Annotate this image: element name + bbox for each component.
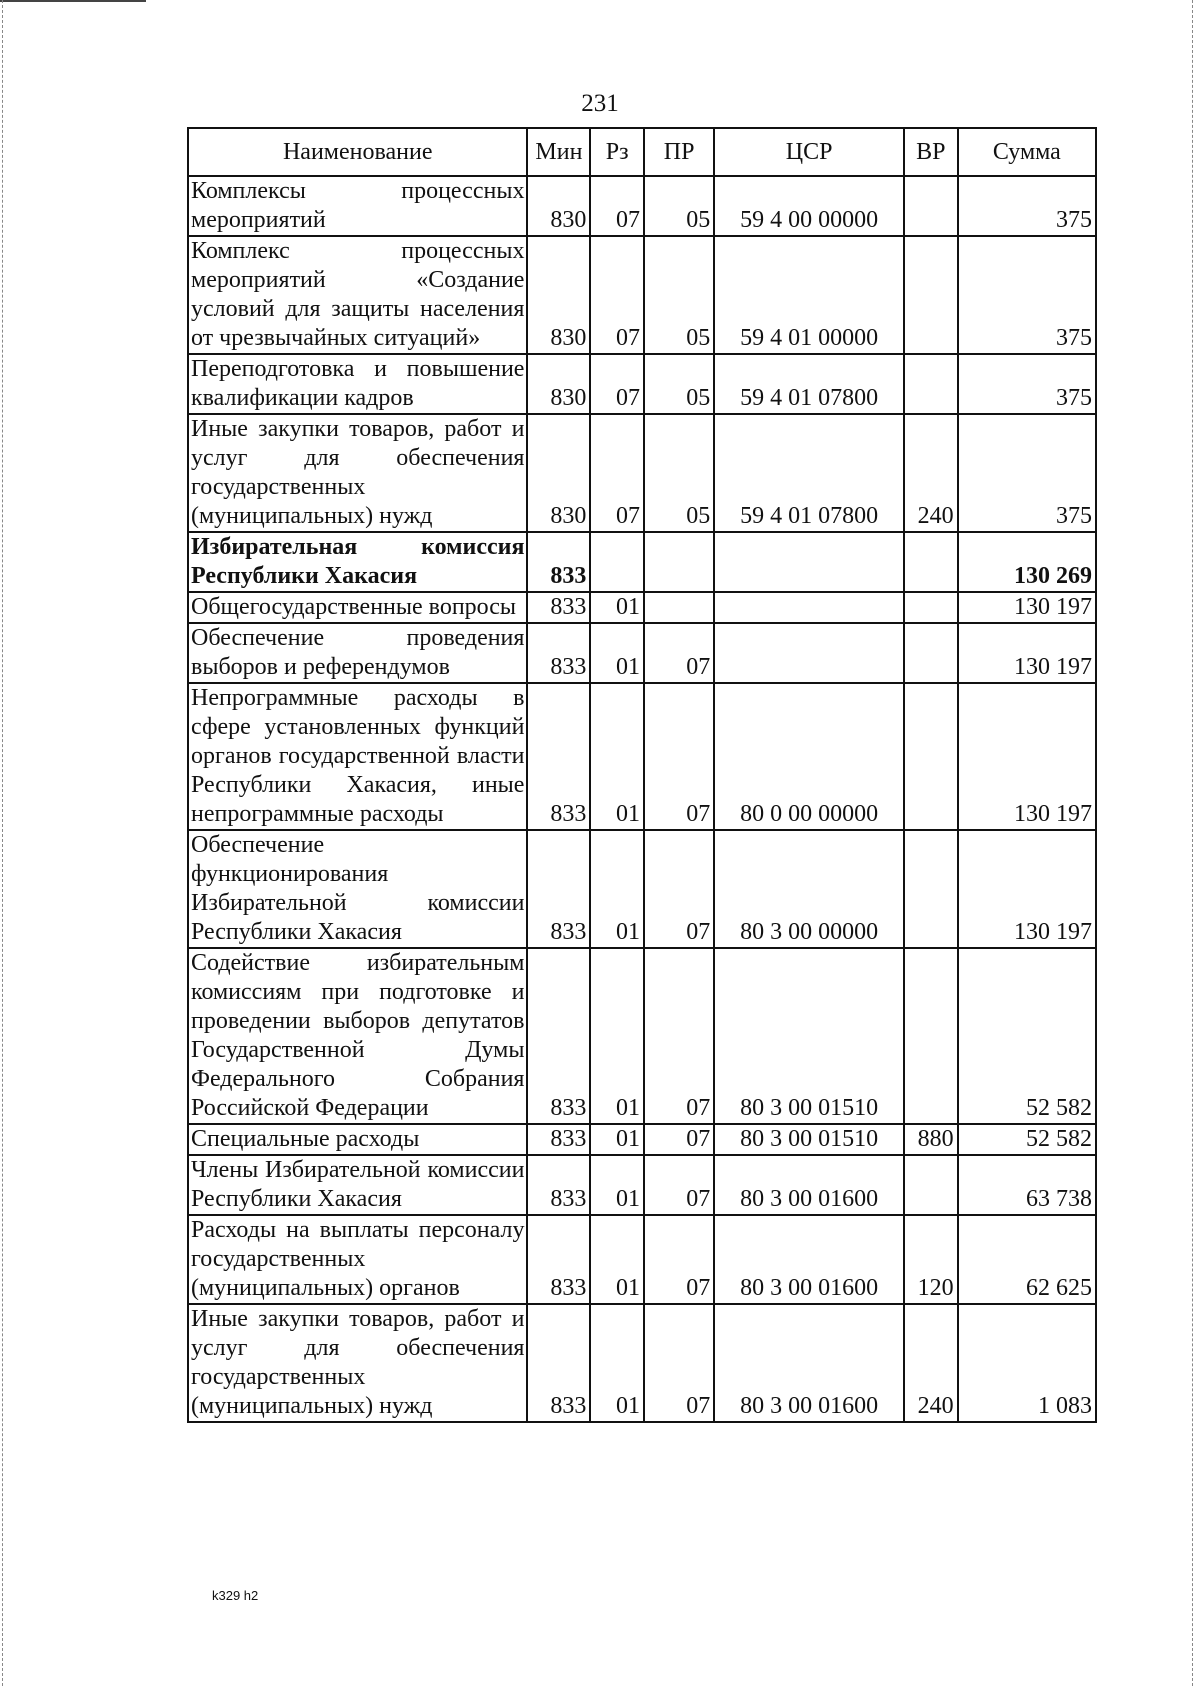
table-row [188, 236, 1096, 354]
cell-name: Расходы на выплаты персоналу государственных (муниципальных) органов [188, 1215, 527, 1304]
table-header-row [188, 128, 1096, 176]
cell-rz: 07 [590, 176, 644, 236]
cell-pr: 07 [644, 683, 714, 830]
cell-min: 833 [527, 1124, 590, 1155]
cell-pr [644, 532, 714, 592]
cell-rz: 01 [590, 623, 644, 683]
footer-code: k329 h2 [212, 1588, 259, 1603]
cell-csr: 59 4 00 00000 [714, 176, 904, 236]
cell-sum: 130 197 [958, 683, 1096, 830]
cell-name: Содействие избирательным комиссиям при подготовке и проведении выборов депутатов Государственной Думы Федерального Собрания Российской Федерации [188, 948, 527, 1124]
cell-pr: 07 [644, 1155, 714, 1215]
cell-name: Иные закупки товаров, работ и услуг для обеспечения государственных (муниципальных) нужд [188, 1304, 527, 1422]
header-min: Мин [527, 128, 590, 176]
cell-rz: 01 [590, 592, 644, 623]
cell-csr: 59 4 01 07800 [714, 354, 904, 414]
cell-vr [904, 236, 958, 354]
cell-rz: 01 [590, 948, 644, 1124]
table-row [188, 683, 1096, 830]
header-rz: Рз [590, 128, 644, 176]
cell-sum: 130 197 [958, 830, 1096, 948]
cell-sum: 52 582 [958, 948, 1096, 1124]
cell-csr: 80 0 00 00000 [714, 683, 904, 830]
table-row [188, 592, 1096, 623]
cell-sum: 130 197 [958, 592, 1096, 623]
cell-vr [904, 683, 958, 830]
cell-pr: 07 [644, 623, 714, 683]
cell-name: Комплекс процессных мероприятий «Создание условий для защиты населения от чрезвычайных ситуаций» [188, 236, 527, 354]
cell-sum: 62 625 [958, 1215, 1096, 1304]
cell-sum: 375 [958, 414, 1096, 532]
cell-min: 833 [527, 532, 590, 592]
cell-vr: 120 [904, 1215, 958, 1304]
cell-csr: 59 4 01 00000 [714, 236, 904, 354]
table-row [188, 948, 1096, 1124]
cell-rz: 01 [590, 1215, 644, 1304]
cell-rz: 01 [590, 683, 644, 830]
cell-min: 833 [527, 683, 590, 830]
cell-name: Члены Избирательной комиссии Республики Хакасия [188, 1155, 527, 1215]
cell-csr: 80 3 00 01510 [714, 1124, 904, 1155]
cell-csr: 59 4 01 07800 [714, 414, 904, 532]
cell-min: 830 [527, 236, 590, 354]
cell-vr [904, 354, 958, 414]
cell-rz: 01 [590, 830, 644, 948]
cell-rz: 01 [590, 1155, 644, 1215]
table-row [188, 176, 1096, 236]
cell-rz: 07 [590, 414, 644, 532]
cell-pr [644, 592, 714, 623]
cell-pr: 07 [644, 1124, 714, 1155]
cell-pr: 07 [644, 1215, 714, 1304]
cell-rz: 01 [590, 1124, 644, 1155]
table-row [188, 532, 1096, 592]
cell-rz: 01 [590, 1304, 644, 1422]
cell-pr: 05 [644, 176, 714, 236]
scan-edge-top [0, 0, 146, 2]
cell-vr [904, 623, 958, 683]
cell-vr [904, 830, 958, 948]
cell-vr: 240 [904, 414, 958, 532]
cell-pr: 05 [644, 236, 714, 354]
cell-csr [714, 623, 904, 683]
cell-sum: 130 269 [958, 532, 1096, 592]
cell-pr: 05 [644, 354, 714, 414]
cell-pr: 05 [644, 414, 714, 532]
cell-min: 833 [527, 830, 590, 948]
cell-vr: 880 [904, 1124, 958, 1155]
cell-vr [904, 176, 958, 236]
cell-csr: 80 3 00 01600 [714, 1215, 904, 1304]
table-row [188, 1124, 1096, 1155]
table-row [188, 414, 1096, 532]
cell-name: Иные закупки товаров, работ и услуг для обеспечения государственных (муниципальных) нужд [188, 414, 527, 532]
cell-rz [590, 532, 644, 592]
cell-name: Избирательная комиссия Республики Хакасия [188, 532, 527, 592]
cell-vr [904, 532, 958, 592]
cell-csr: 80 3 00 00000 [714, 830, 904, 948]
cell-name: Общегосударственные вопросы [188, 592, 527, 623]
cell-csr: 80 3 00 01510 [714, 948, 904, 1124]
table-row [188, 830, 1096, 948]
cell-pr: 07 [644, 1304, 714, 1422]
cell-vr [904, 948, 958, 1124]
cell-name: Непрограммные расходы в сфере установленных функций органов государственной власти Республики Хакасия, иные непрограммные расходы [188, 683, 527, 830]
table-row [188, 1155, 1096, 1215]
cell-vr: 240 [904, 1304, 958, 1422]
cell-name: Специальные расходы [188, 1124, 527, 1155]
cell-name: Обеспечение проведения выборов и референдумов [188, 623, 527, 683]
cell-vr [904, 1155, 958, 1215]
cell-rz: 07 [590, 236, 644, 354]
cell-pr: 07 [644, 948, 714, 1124]
cell-min: 833 [527, 623, 590, 683]
scan-edge-left [2, 0, 3, 1686]
scan-edge-right [1192, 0, 1193, 1686]
cell-name: Переподготовка и повышение квалификации кадров [188, 354, 527, 414]
header-csr: ЦСР [714, 128, 904, 176]
cell-sum: 375 [958, 236, 1096, 354]
cell-min: 833 [527, 1215, 590, 1304]
cell-sum: 1 083 [958, 1304, 1096, 1422]
header-vr: ВР [904, 128, 958, 176]
table-row [188, 623, 1096, 683]
cell-csr [714, 592, 904, 623]
budget-table [187, 127, 1097, 1423]
cell-sum: 375 [958, 354, 1096, 414]
header-name: Наименование [188, 128, 527, 176]
cell-sum: 63 738 [958, 1155, 1096, 1215]
cell-csr [714, 532, 904, 592]
table-row [188, 1215, 1096, 1304]
table-row [188, 354, 1096, 414]
cell-pr: 07 [644, 830, 714, 948]
table-body [188, 176, 1096, 1422]
header-sum: Сумма [958, 128, 1096, 176]
cell-min: 830 [527, 414, 590, 532]
cell-rz: 07 [590, 354, 644, 414]
table-row [188, 1304, 1096, 1422]
cell-vr [904, 592, 958, 623]
cell-csr: 80 3 00 01600 [714, 1155, 904, 1215]
cell-min: 833 [527, 592, 590, 623]
header-pr: ПР [644, 128, 714, 176]
cell-csr: 80 3 00 01600 [714, 1304, 904, 1422]
cell-name: Комплексы процессных мероприятий [188, 176, 527, 236]
cell-sum: 130 197 [958, 623, 1096, 683]
cell-min: 833 [527, 1304, 590, 1422]
cell-name: Обеспечение функционирования Избирательной комиссии Республики Хакасия [188, 830, 527, 948]
page-number: 231 [581, 90, 619, 117]
cell-sum: 52 582 [958, 1124, 1096, 1155]
cell-min: 830 [527, 354, 590, 414]
cell-min: 830 [527, 176, 590, 236]
cell-min: 833 [527, 948, 590, 1124]
cell-sum: 375 [958, 176, 1096, 236]
cell-min: 833 [527, 1155, 590, 1215]
